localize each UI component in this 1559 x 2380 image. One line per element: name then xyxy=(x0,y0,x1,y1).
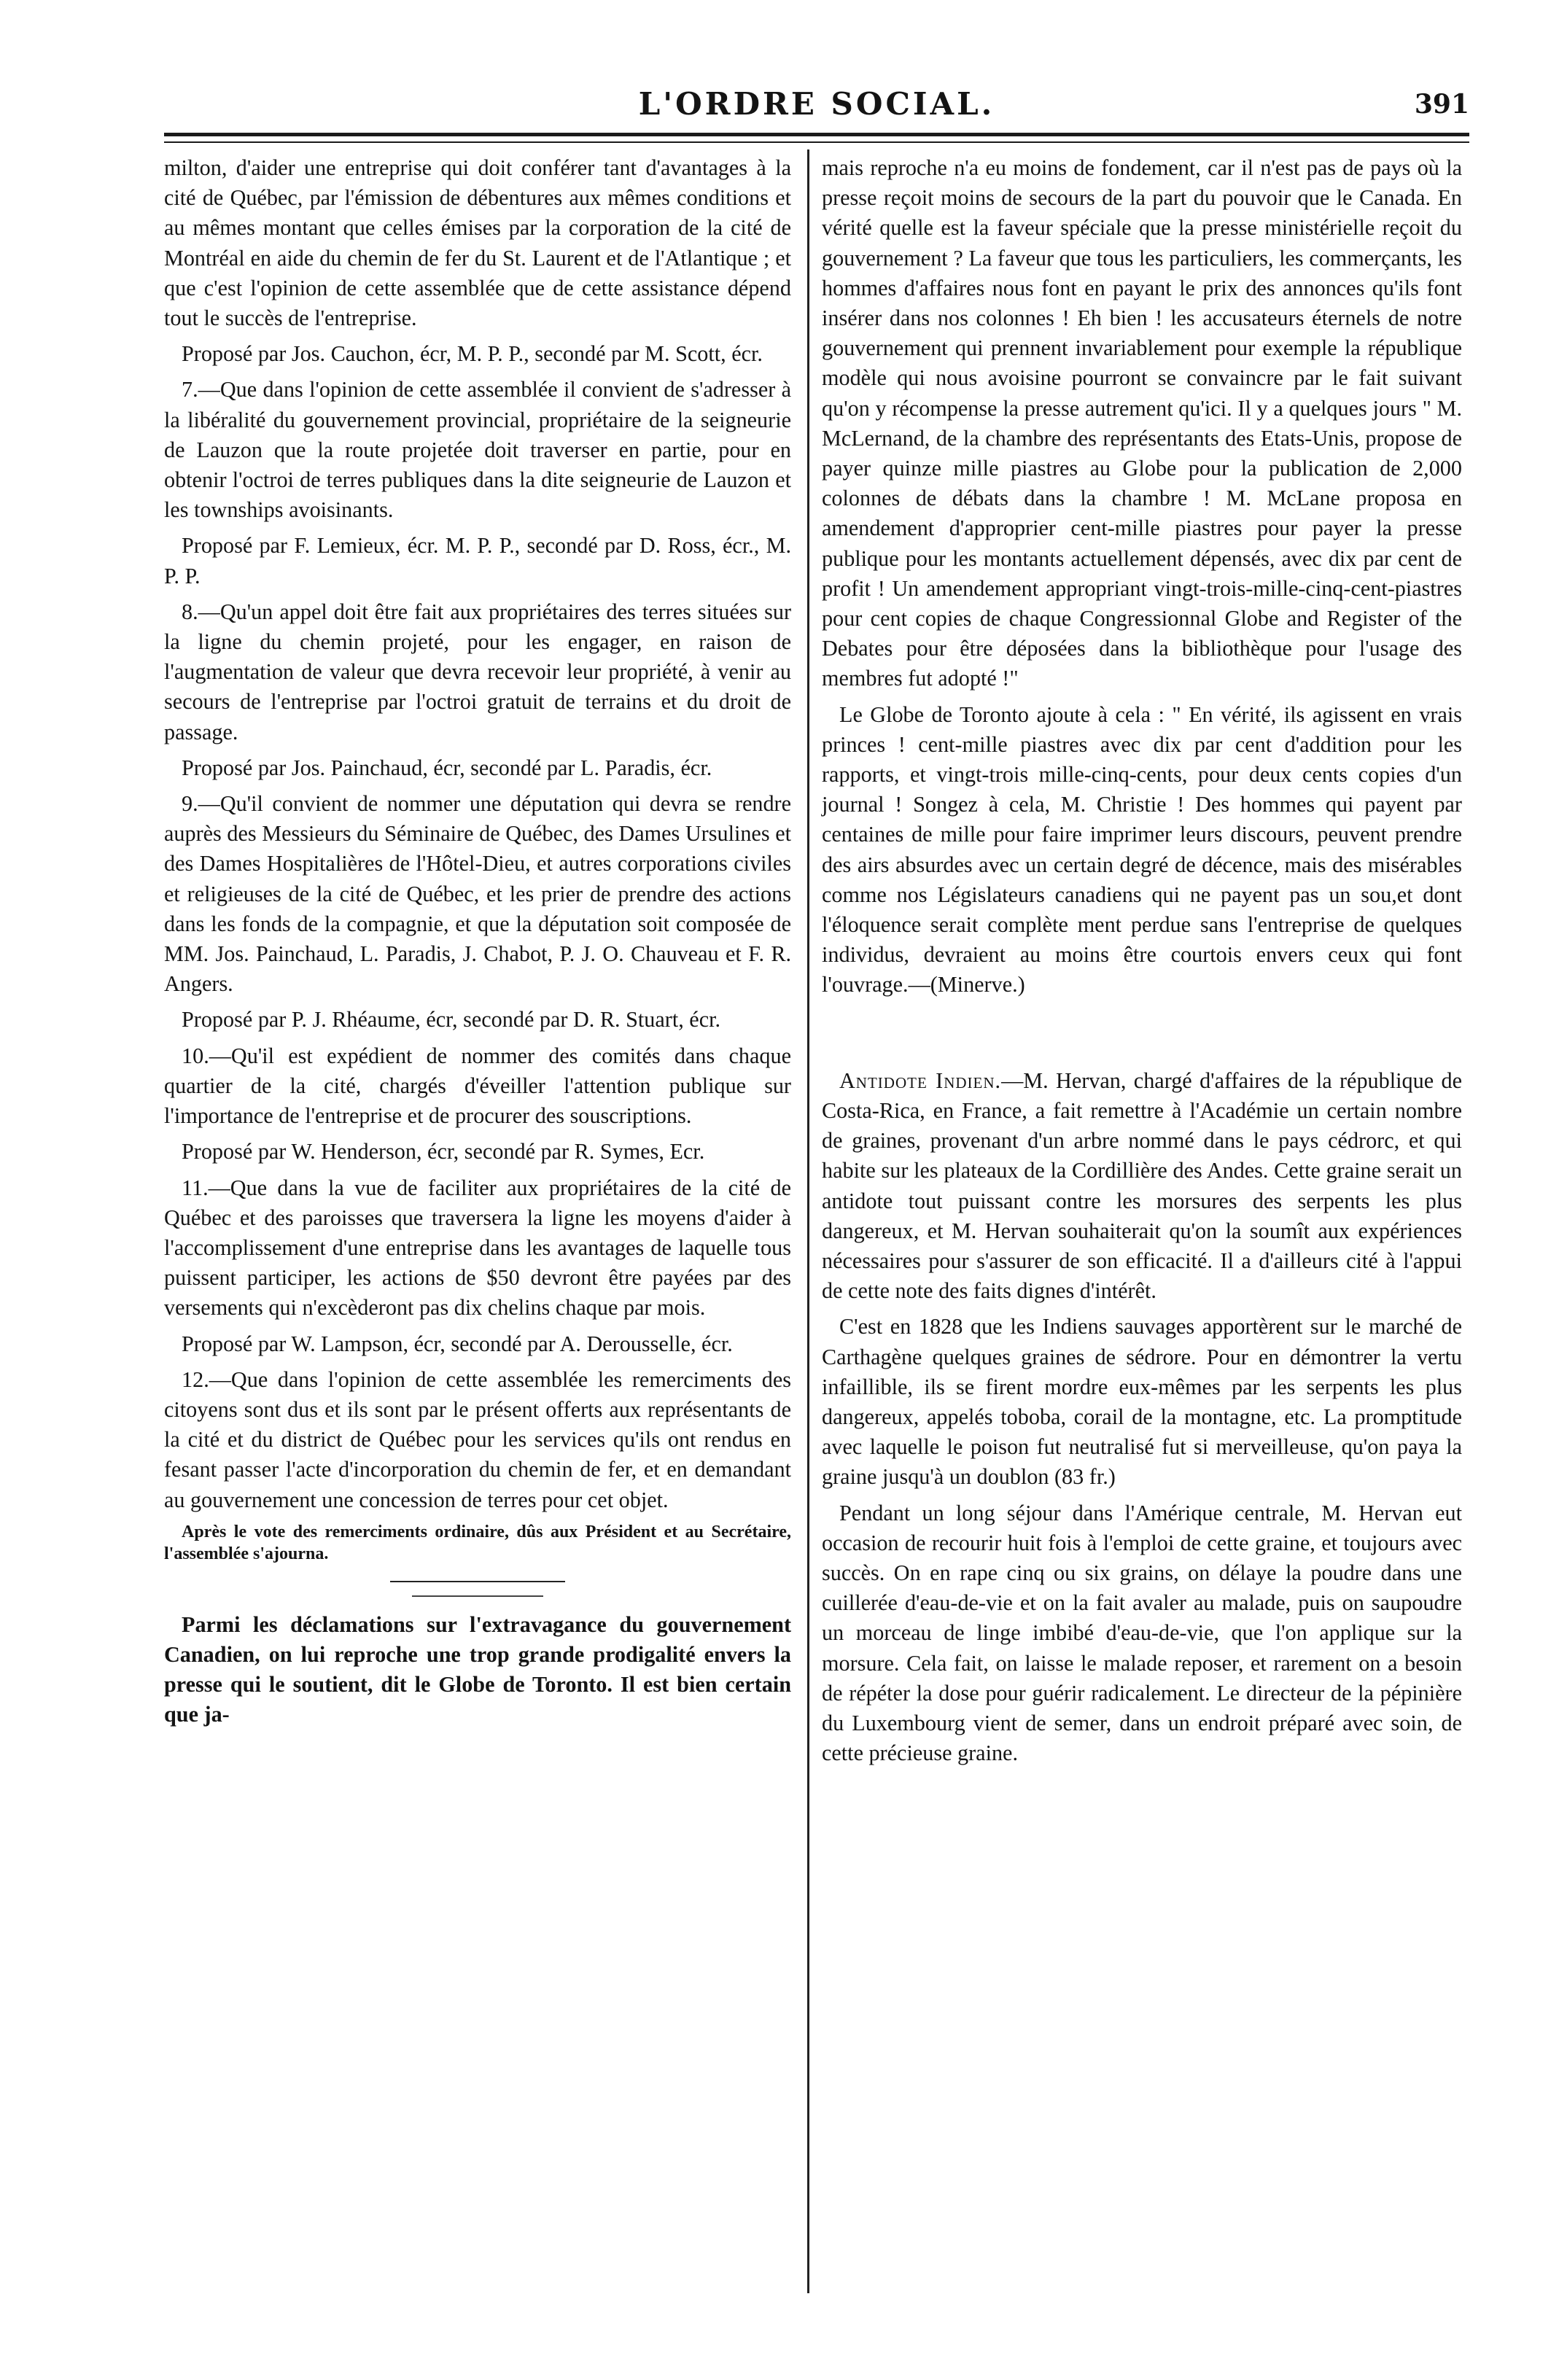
right-column xyxy=(822,153,1462,1774)
paragraph: 11.—Que dans la vue de faciliter aux propriétaires de la cité de Québec et des paroisses que traversera la ligne les moyens d'aider à l'accomplissement d'une entreprise dans les avantages de laquelle tous puissent participer, les actions de $50 devront être payées par des versements qui n'excèderont pas dix chelins chaque par mois. xyxy=(164,1175,791,1321)
paragraph: mais reproche n'a eu moins de fondement, car il n'est pas de pays où la presse reçoit moins de secours de la part du pouvoir que le Canada. En vérité quelle est la faveur spéciale que la presse ministérielle reçoit du gouvernement ? La faveur que tous les particuliers, les commerçants, les hommes d'affaires nous font en payant le prix des annonces qu'ils font insérer dans nos colonnes ! Eh bien ! les accusateurs éternels de notre gouvernement qui prennent invariablement pour exemple la république modèle qui nous avoisine pourront se convaincre par le fait suivant qu'on y récompense la presse autrement qu'ici. Il y a quelques jours " M. McLernand, de la chambre des représentants des Etats-Unis, propose de payer quinze mille piastres au Globe pour la publication de 2,000 colonnes de débats dans la chambre ! M. McLane proposa en amendement d'approprier cent-mille piastres pour payer la presse publique pour les montants actuellement dépensés, avec dix par cent de profit ! Un amendement appropriant vingt-trois-mille-cinq-cent-piastres pour cent copies de chaque Congressionnal Globe and Register of the Debates pour être déposées dans la bibliothèque pour l'usage des membres fut adopté !" xyxy=(822,155,1462,691)
section-heading: Antidote Indien. xyxy=(839,1068,1002,1093)
paragraph: 12.—Que dans l'opinion de cette assemblée les remerciments des citoyens sont dus et ils sont par le présent offerts aux représentants de la cité et du district de Québec pour les services qu'ils ont rendus en fesant passer l'acte d'incorporation du chemin de fer, et en demandant au gouvernement une concession de terres pour cet objet. xyxy=(164,1366,791,1512)
paragraph: 10.—Qu'il est expédient de nommer des comités dans chaque quartier de la cité, chargés d'éveiller l'attention publique sur l'importance de l'entreprise et de procurer des souscriptions. xyxy=(164,1043,791,1129)
page-number: 391 xyxy=(1414,89,1469,120)
paragraph: 7.—Que dans l'opinion de cette assemblée il convient de s'adresser à la libéralité du gouvernement provincial, propriétaire de la seigneurie de Lauzon que la route projetée doit traverser en partie, pour en obtenir l'octroi de terres publiques dans la dite seigneurie de Lauzon et les townships avoisinants. xyxy=(164,377,791,523)
header-rule xyxy=(164,133,1469,143)
paragraph: C'est en 1828 que les Indiens sauvages apportèrent sur le marché de Carthagène quelques graines de sédrore. Pour en démontrer la vertu infaillible, ils se firent mordre eux-mêmes par les serpents les plus dangereux, appelés toboba, corail de la montagne, etc. La promptitude avec laquelle le poison fut neutralisé fut si merveilleuse, qu'on paya la graine jusqu'à un doublon (83 fr.) xyxy=(822,1314,1462,1490)
column-divider xyxy=(807,149,809,2293)
paragraph: Proposé par W. Henderson, écr, secondé par R. Symes, Ecr. xyxy=(182,1139,705,1164)
paragraph: Pendant un long séjour dans l'Amérique centrale, M. Hervan eut occasion de recourir huit fois à l'emploi de cette graine, et toujours avec succès. On en rape cinq ou six grains, on délaye la poudre dans une cuillerée d'eau-de-vie et on la fait avaler au malade, puis on saupoudre un morceau de linge imbibé d'eau-de-vie, que l'on applique sur la morsure. Cela fait, on laisse le malade reposer, et rarement on a besoin de répéter la dose pour guérir radicalement. Le directeur de la pépinière du Luxembourg vient de semer, dans un endroit préparé avec soin, de cette précieuse graine. xyxy=(822,1500,1462,1766)
paragraph: Proposé par P. J. Rhéaume, écr, secondé par D. R. Stuart, écr. xyxy=(182,1007,721,1032)
paragraph: Proposé par W. Lampson, écr, secondé par A. Derousselle, écr. xyxy=(182,1331,733,1356)
paragraph: Le Globe de Toronto ajoute à cela : " En vérité, ils agissent en vrais princes ! cent-mille piastres avec dix par cent d'addition pour les rapports, et vingt-trois mille-cinq-cents, pour deux cents copies d'un journal ! Songez à cela, M. Christie ! Des hommes qui payent par centaines de mille pour faire imprimer leurs discours, peuvent prendre des airs absurdes avec un certain degré de décence, mais des misérables comme nos Législateurs canadiens qui ne payent pas un sou,et dont l'éloquence serait complète ment perdue sans l'entreprise de quelques individus, devraient au moins être courtois envers ceux qui font l'ouvrage.—(Minerve.) xyxy=(822,701,1462,998)
paragraph: 9.—Qu'il convient de nommer une députation qui devra se rendre auprès des Messieurs du Séminaire de Québec, des Dames Ursulines et des Dames Hospitalières de l'Hôtel-Dieu, et autres corporations civiles et religieuses de la cité de Québec, et les prier de prendre des actions dans les fonds de la compagnie, et que la députation soit composée de MM. Jos. Painchaud, L. Paradis, J. Chabot, P. J. O. Chauveau et F. R. Angers. xyxy=(164,791,791,997)
paragraph: milton, d'aider une entreprise qui doit conférer tant d'avantages à la cité de Québec, par l'émission de débentures aux mêmes conditions et au mêmes montant que celles émises par la corporation de la cité de Montréal en aide du chemin de fer du St. Laurent et de l'Atlantique ; et que c'est l'opinion de cette assemblée que de cette assistance dépend tout le succès de l'entreprise. xyxy=(164,155,791,331)
section-paragraph xyxy=(822,1066,1462,1307)
paragraph: Proposé par Jos. Cauchon, écr, M. P. P., secondé par M. Scott, écr. xyxy=(182,341,763,367)
paragraph: Proposé par Jos. Painchaud, écr, secondé par L. Paradis, écr. xyxy=(182,755,712,780)
paragraph: Proposé par F. Lemieux, écr. M. P. P., secondé par D. Ross, écr., M. P. P. xyxy=(164,533,791,588)
section-text: —M. Hervan, chargé d'affaires de la république de Costa-Rica, en France, a fait remettre à l'Académie un certain nombre de graines, provenant d'un arbre nommé dans le pays cédrorc, et qui habite sur les plateaux de la Cordillière des Andes. Cette graine serait un antidote tout puissant contre les morsures des serpents les plus dangereux, et M. Hervan souhaiterait qu'on la soumît aux expériences nécessaires pour s'assurer de son efficacité. Il a d'ailleurs cité à l'appui de cette note des faits dignes d'intérêt. xyxy=(822,1068,1462,1304)
closing-note: Après le vote des remerciments ordinaire, dûs aux Président et au Secrétaire, l'assemblée s'ajourna. xyxy=(164,1522,791,1563)
left-column xyxy=(164,153,791,1736)
paragraph: Parmi les déclamations sur l'extravagance du gouvernement Canadien, on lui reproche une trop grande prodigalité envers la presse qui le soutient, dit le Globe de Toronto. Il est bien certain que ja- xyxy=(164,1611,791,1727)
section-rule xyxy=(390,1581,565,1582)
masthead-title: L'ORDRE SOCIAL. xyxy=(638,86,995,122)
paragraph: 8.—Qu'un appel doit être fait aux propriétaires des terres situées sur la ligne du chemin projeté, pour les engager, en raison de l'augmentation de valeur que devra recevoir leur propriété, à venir au secours de l'entreprise par l'octroi gratuit de terrains et du droit de passage. xyxy=(164,599,791,744)
section-rule xyxy=(412,1595,543,1597)
